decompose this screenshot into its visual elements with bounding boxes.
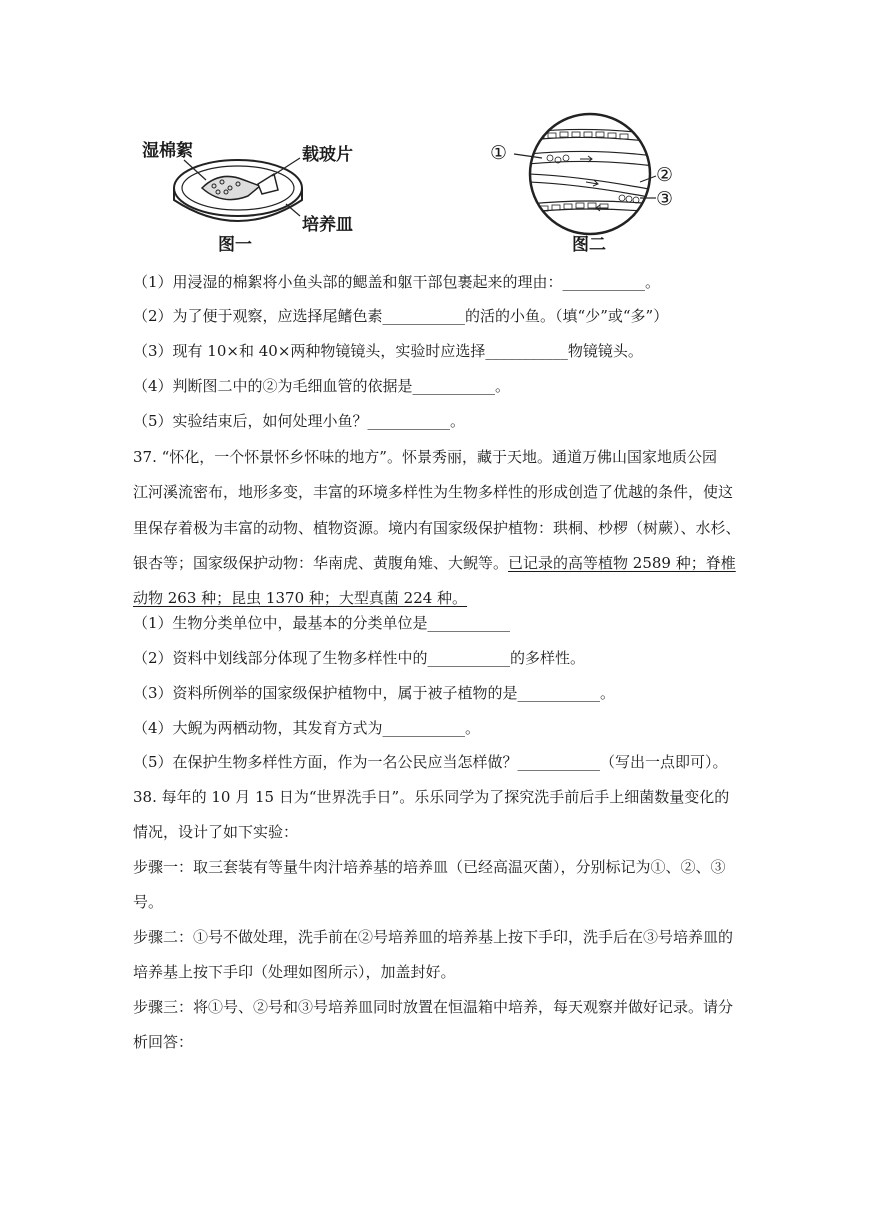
q38-line-5: 步骤二：①号不做处理，洗手前在②号培养皿的培养基上按下手印，洗手后在③号培养皿的	[133, 928, 734, 946]
q36-item-4: （4）判断图二中的②为毛细血管的依据是___________。	[133, 377, 511, 395]
q37-intro-line-4	[133, 553, 773, 573]
figure-2-caption: 图二	[572, 235, 606, 255]
q37-item-4: （4）大鲵为两栖动物，其发育方式为___________。	[133, 719, 481, 737]
q37-item-2: （2）资料中划线部分体现了生物多样性中的___________的多样性。	[133, 649, 586, 667]
q37-item-3: （3）资料所例举的国家级保护植物中，属于被子植物的是___________。	[133, 684, 616, 702]
label-wet-cotton: 湿棉絮	[142, 141, 193, 161]
figure-1-caption: 图一	[218, 235, 252, 255]
q37-underlined-part-1: 已记录的高等植物 2589 种；脊椎	[508, 554, 736, 572]
q37-underlined-part-2: 动物 263 种；昆虫 1370 种；大型真菌 224 种。	[133, 589, 468, 607]
q37-intro-line-3: 里保存着极为丰富的动物、植物资源。境内有国家级保护植物：珙桐、杪椤（树蕨）、水杉、	[133, 519, 741, 537]
q36-item-2: （2）为了便于观察，应选择尾鳍色素___________的活的小鱼。（填“少”或“多”）	[133, 307, 669, 325]
q37-item-1: （1）生物分类单位中，最基本的分类单位是___________	[133, 614, 511, 632]
marker-3: ③	[656, 188, 674, 210]
q38-line-1: 38. 每年的 10 月 15 日为“世界洗手日”。乐乐同学为了探究洗手前后手上细菌数量变化的	[133, 788, 730, 806]
label-glass-slide: 载玻片	[302, 145, 353, 165]
q38-line-6: 培养基上按下手印（处理如图所示），加盖封好。	[133, 963, 456, 981]
figure-2-blood-vessels	[490, 112, 690, 257]
q38-line-2: 情况，设计了如下实验：	[133, 823, 299, 841]
q37-item-5: （5）在保护生物多样性方面，作为一名公民应当怎样做？___________（写出一点即可）。	[133, 753, 728, 771]
figure-1-petri-dish-fish	[140, 130, 370, 255]
q36-item-1: （1）用浸湿的棉絮将小鱼头部的鳃盖和躯干部包裹起来的理由：___________。	[133, 273, 661, 291]
q36-item-3: （3）现有 10×和 40×两种物镜镜头，实验时应选择___________物镜镜头。	[133, 342, 643, 360]
q38-line-7: 步骤三：将①号、②号和③号培养皿同时放置在恒温箱中培养，每天观察并做好记录。请分	[133, 998, 734, 1016]
marker-2: ②	[656, 164, 674, 186]
q37-intro-line-5	[133, 588, 773, 608]
marker-1: ①	[490, 142, 508, 164]
q38-line-8: 析回答：	[133, 1033, 194, 1051]
q38-line-4: 号。	[133, 893, 164, 911]
q38-line-3: 步骤一：取三套装有等量牛肉汁培养基的培养皿（已经高温灭菌），分别标记为①、②、③	[133, 858, 726, 876]
label-petri-dish: 培养皿	[302, 215, 353, 235]
q37-intro-line-1: 37. “怀化，一个怀景怀乡怀味的地方”。怀景秀丽，藏于天地。通道万佛山国家地质公园	[133, 448, 717, 466]
q36-item-5: （5）实验结束后，如何处理小鱼？___________。	[133, 412, 466, 430]
q37-intro-line-2: 江河溪流密布，地形多变，丰富的环境多样性为生物多样性的形成创造了优越的条件，使这	[133, 483, 734, 501]
q37-intro-text: 银杏等；国家级保护动物：华南虎、黄腹角雉、大鲵等。	[133, 554, 509, 572]
